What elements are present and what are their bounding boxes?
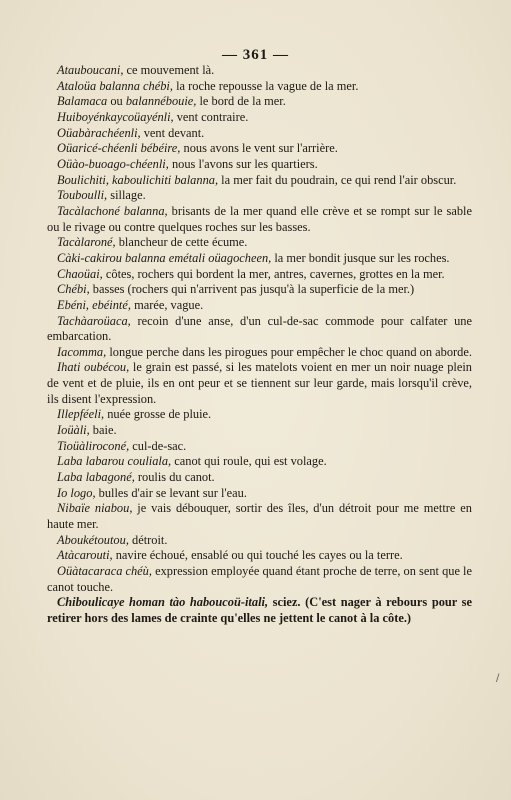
entry-definition: bulles d'air se levant sur l'eau.: [95, 485, 247, 500]
glossary-entry: [47, 407, 472, 423]
entry-definition: le bord de la mer.: [196, 94, 286, 109]
glossary-entry: [47, 314, 472, 345]
entry-term: Atauboucani,: [57, 63, 124, 77]
glossary-entry: [47, 251, 472, 267]
entry-term: Chébi,: [57, 282, 90, 297]
glossary-entry: [47, 204, 472, 235]
entry-definition: sillage.: [107, 188, 146, 203]
entry-term: Tacàlachoné balanna,: [57, 203, 168, 218]
entry-term: Io logo,: [57, 485, 96, 500]
entry-definition: détroit.: [128, 532, 168, 547]
entry-definition: je vais débouquer, sortir des îles, d'un détroit pour me mettre en haute mer.: [47, 501, 472, 532]
entry-definition: côtes, rochers qui bordent la mer, antres, cavernes, grottes en la mer.: [102, 266, 445, 281]
entry-term: Oüàtacaraca chéù,: [57, 564, 152, 578]
entry-term: Chaoüai,: [57, 266, 103, 281]
entry-definition: recoin d'une anse, d'un cul-de-sac commode pour calfater une embarcation.: [47, 313, 472, 344]
glossary-text: [47, 63, 472, 627]
entry-definition: nuée grosse de pluie.: [104, 407, 212, 422]
entry-definition: vent devant.: [140, 125, 205, 140]
glossary-entry: [47, 282, 472, 298]
glossary-entry: [47, 501, 472, 532]
entry-term: Atàcarouti,: [57, 548, 113, 563]
page-number: — 361 —: [222, 47, 289, 63]
entry-definition: nous avons le vent sur l'arrière.: [180, 141, 338, 156]
margin-mark: /: [496, 673, 500, 684]
glossary-entry: [47, 298, 472, 314]
entry-definition: blancheur de cette écume.: [115, 235, 248, 250]
entry-definition: marée, vague.: [130, 297, 204, 312]
entry-term: Tioüàliroconé,: [57, 438, 130, 453]
glossary-entry: [47, 126, 472, 142]
entry-definition: expression employée quand étant proche de terre, on sent que le canot touche.: [47, 564, 472, 594]
entry-term: Huiboyénkaycoüayénli,: [57, 109, 174, 124]
entry-definition: cul-de-sac.: [129, 438, 187, 453]
entry-term: Oüào-buoago-chéenli,: [57, 156, 169, 171]
entry-definition: longue perche dans les pirogues pour empêcher le choc quand on aborde.: [106, 344, 472, 359]
glossary-entry: [47, 188, 472, 204]
entry-definition: la mer fait du poudrain, ce qui rend l'air obscur.: [218, 172, 457, 187]
entry-term: Ataloüa balanna chébi,: [57, 78, 173, 93]
glossary-entry: [47, 360, 472, 407]
glossary-entry: [47, 423, 472, 439]
glossary-entry: [47, 486, 472, 502]
entry-term: Tacàlaroné,: [57, 235, 116, 250]
entry-definition: la roche repousse la vague de la mer.: [172, 78, 359, 93]
entry-term: Càki-cakirou balanna emétali oüagocheen,: [57, 250, 272, 265]
glossary-entry: [47, 141, 472, 157]
glossary-entry: [47, 345, 472, 361]
glossary-entry: [47, 94, 472, 110]
entry-term: Balamaca: [57, 94, 108, 109]
entry-term: Iacomma,: [57, 344, 107, 359]
glossary-entry: [47, 79, 472, 95]
glossary-entry: [47, 595, 472, 626]
entry-term: Tachàaroüaca,: [57, 313, 131, 328]
entry-term: Laba labarou couliala,: [57, 454, 172, 469]
entry-definition: navire échoué, ensablé ou qui touché les cayes ou la terre.: [112, 548, 403, 563]
entry-definition: vent contraire.: [173, 109, 249, 124]
entry-term: Nibaïe niabou,: [57, 501, 133, 516]
entry-term: Ebéni, ebéinté,: [57, 297, 131, 312]
entry-term: Illepféeli,: [57, 407, 105, 422]
glossary-entry: [47, 533, 472, 549]
glossary-entry: [47, 110, 472, 126]
glossary-entry: [47, 564, 472, 595]
entry-term: Chiboulicaye homan tào haboucoü-itali,: [57, 595, 269, 610]
entry-definition: brisants de la mer quand elle crève et se rompt sur le sable ou le rivage ou contre quelques roches sur les basses.: [47, 203, 472, 234]
glossary-entry: [47, 439, 472, 455]
entry-term: Aboukétoutou,: [57, 532, 129, 547]
entry-term: Ioüàli,: [57, 423, 90, 438]
entry-definition: ou: [107, 94, 126, 109]
glossary-entry: [47, 470, 472, 486]
glossary-entry: [47, 173, 472, 189]
entry-definition: roulis du canot.: [134, 470, 215, 485]
entry-definition: sciez. (C'est nager à rebours pour se retirer hors des lames de crainte qu'elles ne jettent le canot à la côte.): [47, 595, 472, 625]
entry-term: Oüaricé-chéenli bébéire,: [57, 141, 181, 156]
entry-term-variant: balannébouie,: [125, 94, 197, 109]
entry-term: Ihati oubécou,: [57, 360, 130, 375]
entry-term: Laba labagoné,: [57, 470, 135, 485]
glossary-entry: [47, 63, 472, 79]
glossary-entry: [47, 454, 472, 470]
glossary-entry: [47, 157, 472, 173]
glossary-entry: [47, 235, 472, 251]
entry-definition: ce mouvement là.: [123, 63, 215, 77]
entry-term: Oüabàrachéenli,: [57, 125, 141, 140]
entry-term: Touboulli,: [57, 188, 108, 203]
entry-definition: baie.: [89, 423, 117, 438]
entry-definition: nous l'avons sur les quartiers.: [168, 156, 318, 171]
entry-definition: basses (rochers qui n'arrivent pas jusqu'à la superficie de la mer.): [89, 282, 415, 297]
glossary-entry: [47, 548, 472, 564]
entry-definition: le grain est passé, si les matelots voient en mer un noir nuage plein de vent et de pluie, ils en ont peur et se tiennent sur leur garde, mais lorsqu'il crève, ils disent l'expression.: [47, 360, 472, 406]
glossary-entry: [47, 267, 472, 283]
entry-term: Boulichiti, kaboulichiti balanna,: [57, 172, 219, 187]
entry-definition: canot qui roule, qui est volage.: [171, 454, 327, 469]
entry-definition: la mer bondit jusque sur les roches.: [271, 250, 450, 265]
